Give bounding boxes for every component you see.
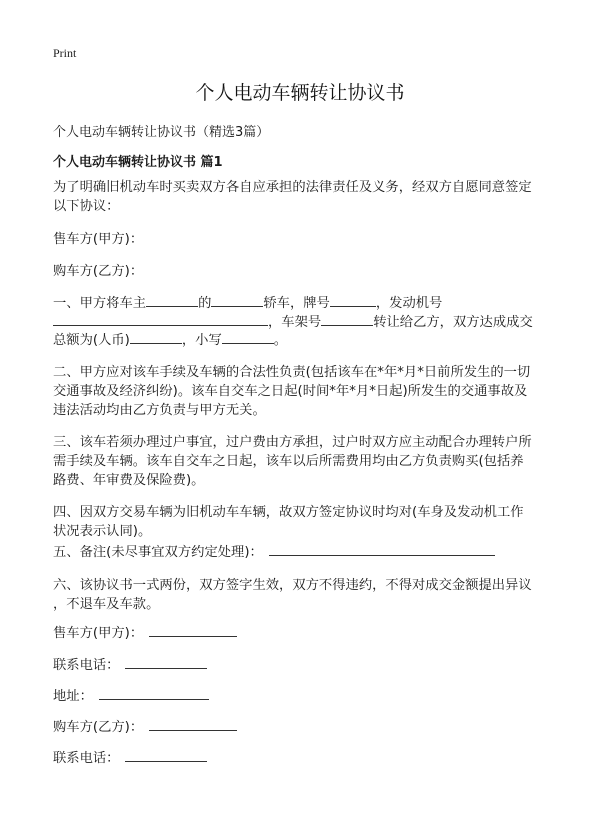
clause-text: 转让给乙方，双方达成成交 [373,315,533,330]
clause-3-line-3: 路费、年审费及保险费)。 [53,473,205,488]
clause-text: 。 [273,333,288,348]
clause-2-line-1: 二、甲方应对该车手续及车辆的合法性负责(包括该车在*年*月*日前所发生的一切 [53,365,531,380]
clause-4-line-1: 四、因双方交易车辆为旧机动车车辆，故双方签定协议时均对(车身及发动机工作 [53,505,524,520]
clause-4-line-2: 状况表示认同)。 [53,524,152,539]
print-label: Print [53,46,77,60]
seller-label: 售车方(甲方)： [53,232,144,247]
clause-6-line-2: ，不退车及车款。 [53,597,160,612]
signature-buyer-phone [53,748,207,769]
clause-5 [53,542,495,563]
signature-label: 地址： [53,689,93,704]
clause-1-line-1 [53,293,442,314]
signature-label: 联系电话： [53,658,120,673]
signature-seller-phone [53,655,207,676]
clause-text: ，车架号 [268,315,322,330]
clause-text: 一、甲方将车主 [53,296,147,311]
seller-signature-blank[interactable] [149,623,237,637]
remarks-blank[interactable] [269,542,495,556]
car-blank[interactable] [211,293,263,307]
amount-numeric-blank[interactable] [222,330,274,344]
signature-label: 联系电话： [53,751,120,766]
plate-blank[interactable] [330,293,376,307]
section-heading: 个人电动车辆转让协议书 篇1 [53,155,223,170]
clause-3-line-1: 三、该车若须办理过户事宜，过户费由方承担，过户时双方应主动配合办理转户所 [53,435,532,450]
clause-text: 五、备注(未尽事宜双方约定处理)： [53,545,263,560]
clause-1-line-3 [53,330,287,351]
clause-3-line-2: 需手续及车辆。该车自交车之日起，该车以后所需费用均由乙方负责购买(包括养 [53,454,524,469]
clause-text: 的 [198,296,212,311]
amount-rmb-blank[interactable] [130,330,182,344]
buyer-phone-blank[interactable] [125,748,207,762]
engine-number-blank[interactable] [53,312,268,326]
buyer-label: 购车方(乙方)： [53,264,144,279]
document-title: 个人电动车辆转让协议书 [195,82,405,104]
document-subtitle: 个人电动车辆转让协议书（精选3篇） [53,125,270,140]
signature-label: 售车方(甲方)： [53,626,144,641]
clause-6-line-1: 六、该协议书一式两份，双方签字生效，双方不得违约，不得对成交金额提出异议 [53,578,532,593]
buyer-signature-blank[interactable] [149,717,237,731]
signature-buyer [53,717,237,738]
intro-line-2: 以下协议： [53,199,120,214]
signature-label: 购车方(乙方)： [53,720,144,735]
signature-seller [53,623,237,644]
clause-2-line-3: 违法活动均由乙方负责与甲方无关。 [53,403,266,418]
signature-address [53,686,209,707]
clause-2-line-2: 交通事故及经济纠纷)。该车自交车之日起(时间*年*月*日起)所发生的交通事故及 [53,384,528,399]
clause-text: ，小写 [181,333,222,348]
intro-line-1: 为了明确旧机动车时买卖双方各自应承担的法律责任及义务，经双方自愿同意签定 [53,180,532,195]
frame-number-blank[interactable] [321,312,373,326]
clause-text: ，发动机号 [375,296,443,311]
seller-phone-blank[interactable] [125,655,207,669]
clause-text: 总额为(人币) [53,333,130,348]
address-blank[interactable] [99,686,209,700]
owner-blank[interactable] [146,293,198,307]
clause-text: 轿车，牌号 [263,296,330,311]
